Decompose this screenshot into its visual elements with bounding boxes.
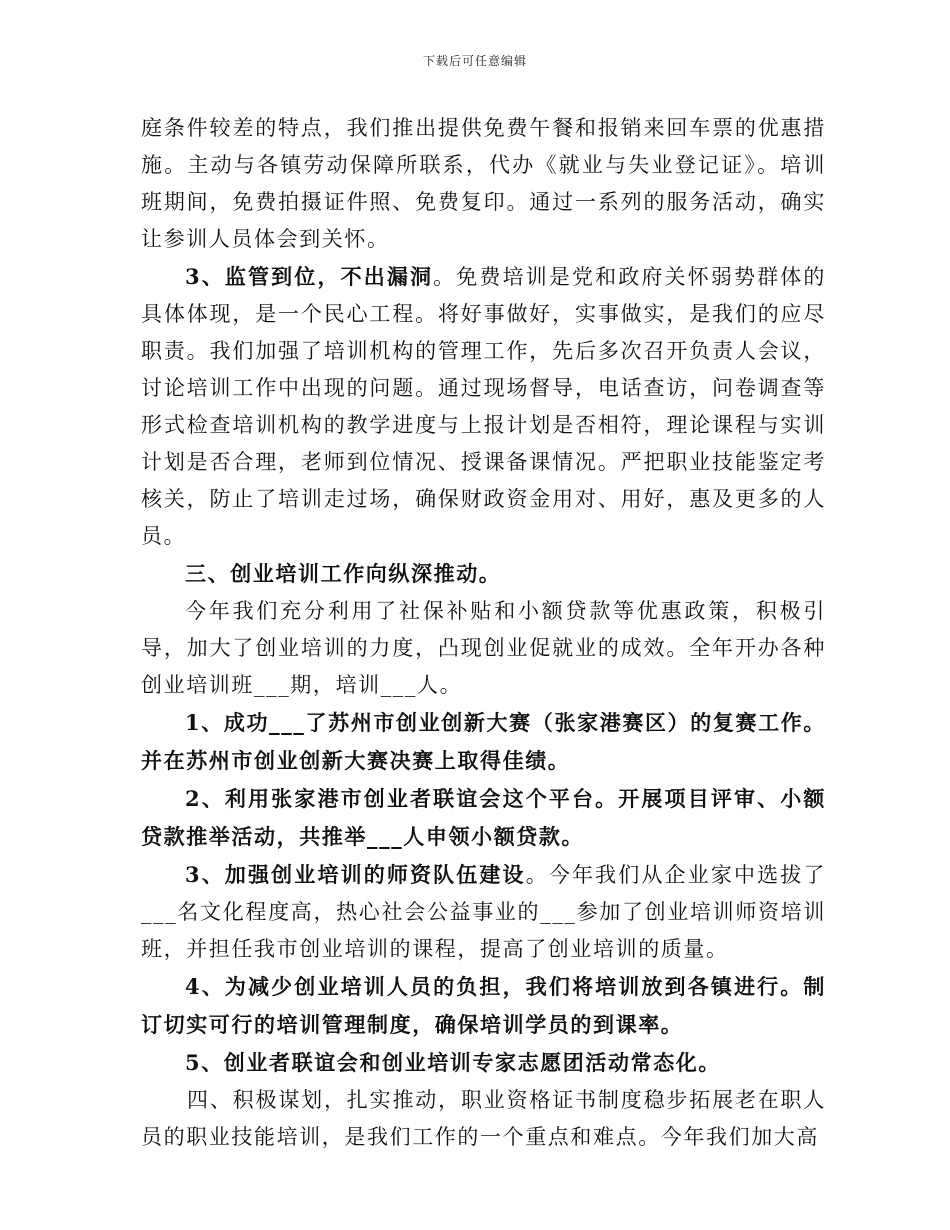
paragraph-text: 今年我们充分利用了社保补贴和小额贷款等优惠政策，积极引导，加大了创业培训的力度，凸现创业促就业的成效。全年开办各种创业培训班___期，培训___人。 bbox=[141, 599, 826, 697]
paragraph-text: 庭条件较差的特点，我们推出提供免费午餐和报销来回车票的优惠措施。主动与各镇劳动保障所联系，代办《就业与失业登记证》。培训班期间，免费拍摄证件照、免费复印。通过一系列的服务活动，确实让参训人员体会到关怀。 bbox=[141, 116, 826, 251]
paragraph-9 bbox=[141, 1044, 826, 1082]
paragraph-text: 四、积极谋划，扎实推动，职业资格证书制度稳步拓展老在职人员的职业技能培训，是我们工作的一个重点和难点。今年我们加大高 bbox=[141, 1088, 826, 1149]
section-heading-text: 三、创业培训工作向纵深推动。 bbox=[185, 561, 502, 586]
paragraph-heading: 5、创业者联谊会和创业培训专家志愿团活动常态化。 bbox=[185, 1050, 722, 1075]
paragraph-10 bbox=[141, 1082, 826, 1156]
paragraph-7 bbox=[141, 856, 826, 968]
paragraph-5 bbox=[141, 704, 826, 780]
paragraph-8 bbox=[141, 968, 826, 1044]
document-body bbox=[141, 110, 826, 1156]
paragraph-1 bbox=[141, 110, 826, 258]
paragraph-heading: 4、为减少创业培训人员的负担，我们将培训放到各镇进行。制订切实可行的培训管理制度，确保培训学员的到课率。 bbox=[141, 974, 826, 1037]
page-header: 下载后可任意编辑 bbox=[422, 54, 527, 68]
paragraph-6 bbox=[141, 780, 826, 856]
paragraph-4 bbox=[141, 593, 826, 704]
paragraph-heading: 2、利用张家港市创业者联谊会这个平台。开展项目评审、小额贷款推举活动，共推举___人申领小额贷款。 bbox=[141, 786, 826, 849]
paragraph-2 bbox=[141, 258, 826, 555]
paragraph-text: 。免费培训是党和政府关怀弱势群体的具体体现，是一个民心工程。将好事做好，实事做实，是我们的应尽职责。我们加强了培训机构的管理工作，先后多次召开负责人会议，讨论培训工作中出现的问题。通过现场督导，电话查访，问卷调查等形式检查培训机构的教学进度与上报计划是否相符，理论课程与实训计划是否合理，老师到位情况、授课备课情况。严把职业技能鉴定考核关，防止了培训走过场，确保财政资金用对、用好，惠及更多的人员。 bbox=[141, 265, 826, 548]
paragraph-heading: 1、成功___了苏州市创业创新大赛（张家港赛区）的复赛工作。并在苏州市创业创新大赛决赛上取得佳绩。 bbox=[141, 710, 826, 773]
paragraph-heading: 3、加强创业培训的师资队伍建设 bbox=[185, 862, 526, 887]
paragraph-text: 。今年我们从企业家中选拔了___名文化程度高，热心社会公益事业的___参加了创业培训师资培训班，并担任我市创业培训的课程，提高了创业培训的质量。 bbox=[141, 863, 826, 961]
section-heading-3 bbox=[141, 555, 826, 593]
paragraph-heading: 3、监管到位，不出漏洞 bbox=[185, 264, 434, 289]
